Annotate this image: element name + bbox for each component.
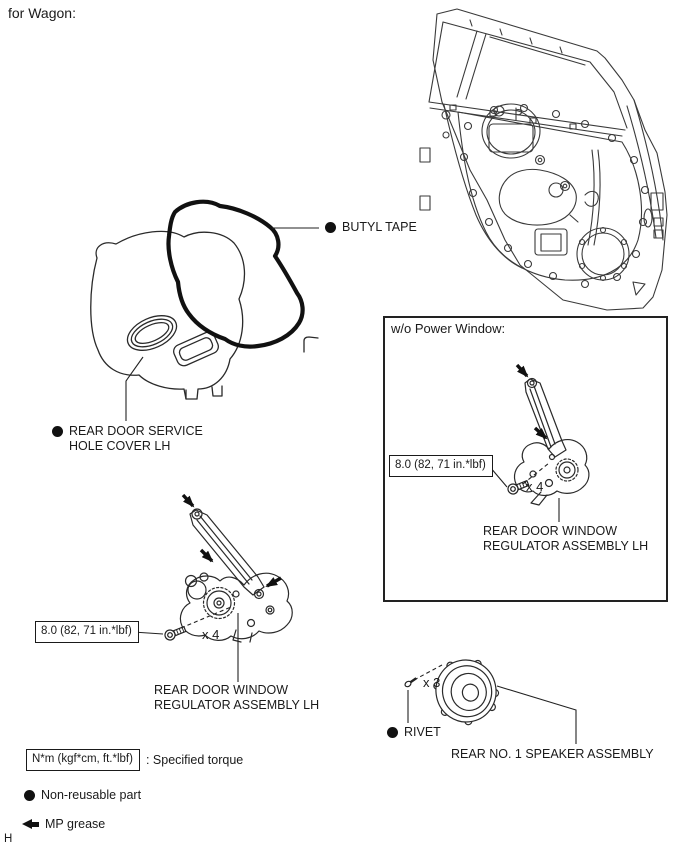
rivet-icon: [404, 676, 418, 688]
grease-point-arrows-wo: [517, 365, 546, 438]
non-reusable-bullet-icon: [52, 426, 63, 437]
regulator-line1: REAR DOOR WINDOW: [154, 683, 289, 697]
page-title: for Wagon:: [8, 5, 76, 21]
service-hole-cover-illustration: [91, 231, 318, 399]
speaker-leader-line: [497, 686, 576, 744]
butyl-tape-label: [325, 220, 417, 235]
regulator-wo-line1: REAR DOOR WINDOW: [483, 524, 618, 538]
non-reusable-bullet-icon: [387, 727, 398, 738]
torque-spec-box-wo: 8.0 (82, 71 in.*lbf): [389, 455, 493, 477]
window-regulator-illustration: [180, 509, 292, 642]
butyl-tape-text: BUTYL TAPE: [342, 220, 417, 234]
wo-power-window-title: w/o Power Window:: [391, 321, 506, 336]
service-hole-cover-line2: HOLE COVER LH: [69, 439, 171, 453]
non-reusable-bullet-icon: [325, 222, 336, 233]
regulator-label-wo: [483, 524, 648, 554]
regulator-line2: REGULATOR ASSEMBLY LH: [154, 698, 320, 712]
service-hole-cover-line1: REAR DOOR SERVICE: [69, 424, 203, 438]
non-reusable-bullet-icon: [24, 790, 35, 801]
service-hole-cover-label: [52, 424, 203, 454]
torque-description: : Specified torque: [145, 752, 244, 767]
mp-grease-arrow-icon: [22, 819, 39, 830]
page-marker: H: [4, 833, 13, 845]
regulator-wo-line2: REGULATOR ASSEMBLY LH: [483, 539, 649, 553]
speaker-label: REAR NO. 1 SPEAKER ASSEMBLY: [451, 747, 654, 761]
rivet-count: x 3: [423, 675, 441, 690]
bolt-count-wo: x 4: [526, 479, 544, 494]
legend-torque-row: [26, 749, 243, 771]
non-reusable-text: Non-reusable part: [41, 788, 142, 802]
torque-spec-box: 8.0 (82, 71 in.*lbf): [35, 621, 139, 643]
butyl-tape-illustration: [168, 202, 302, 347]
rivet-label: [387, 725, 441, 740]
torque-symbol-box: N*m (kgf*cm, ft.*lbf): [26, 749, 140, 771]
bolt-count: x 4: [202, 627, 220, 642]
legend-mp-grease-row: [22, 817, 105, 832]
cover-leader-line: [126, 357, 143, 421]
mp-grease-text: MP grease: [45, 817, 106, 831]
legend-non-reusable-row: [24, 788, 141, 803]
regulator-label: [154, 683, 319, 713]
rear-door-illustration: [420, 9, 667, 310]
rivet-text: RIVET: [404, 725, 441, 739]
